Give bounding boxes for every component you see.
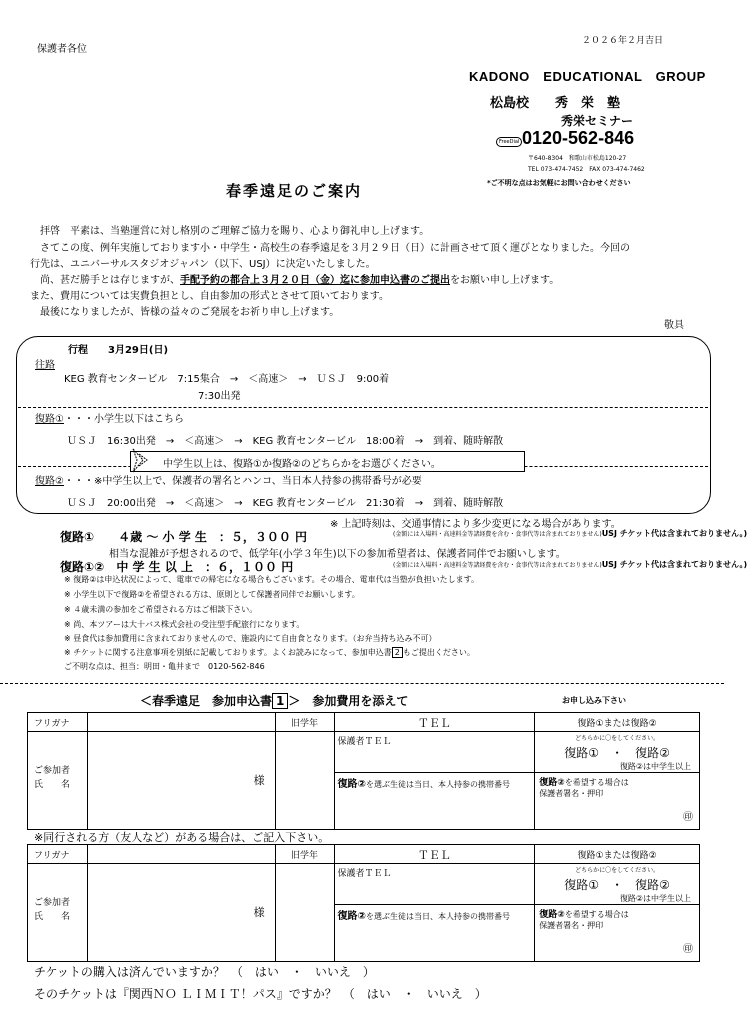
fee-2: 復路①② 中 学 生 以 上 ：６，１００ 円 bbox=[60, 560, 294, 574]
participant-label bbox=[28, 732, 88, 830]
outbound-line-1: KEG 教育センタービル 7:15集合 → ＜高速＞ → ＵＳＪ 9:00着 bbox=[64, 374, 390, 385]
grade-input-2[interactable] bbox=[275, 864, 334, 962]
phone-number: 0120-562-846 bbox=[522, 128, 635, 148]
fee-1-note bbox=[393, 528, 747, 539]
note-6-tail: もご提出ください。 bbox=[402, 648, 475, 657]
group-name: KADONO EDUCATIONAL GROUP bbox=[469, 69, 706, 84]
route-header-2: 復路①または復路② bbox=[535, 845, 700, 864]
furigana-label-2: フリガナ bbox=[28, 845, 88, 864]
form-title-post: ＞ 参加費用を添えて bbox=[288, 694, 409, 708]
tel-label-2: ＴＥＬ bbox=[334, 845, 535, 864]
grade-label: 旧学年 bbox=[275, 713, 334, 732]
return-2-desc: ・・・※中学生以上で、保護者の署名とハンコ、当日本人持参の携帯番号が必要 bbox=[63, 476, 422, 487]
sign-line-2: 保護者署名・押印 bbox=[539, 789, 604, 798]
seal-mark-2: ㊞ bbox=[683, 944, 693, 955]
route2-phone-rest: を選ぶ生徒は当日、本人持参の携帯番号 bbox=[365, 780, 510, 789]
guardian-tel-input-2[interactable] bbox=[334, 864, 535, 905]
note-4: ※ 尚、本ツアーは大十バス株式会社の受注型手配旅行になります。 bbox=[64, 620, 305, 629]
sign-line-2-b: 保護者署名・押印 bbox=[539, 921, 604, 930]
furigana-input[interactable] bbox=[87, 713, 275, 732]
return-2-label: 復路② bbox=[35, 476, 64, 487]
participant-label-2-2: 氏 名 bbox=[34, 912, 71, 922]
freedial-logo: FreeDial bbox=[496, 137, 522, 147]
callout-arrow-icon bbox=[133, 449, 151, 472]
callout-text: 中学生以上は、復路①か復路②のどちらかをお選びください。 bbox=[163, 459, 441, 470]
school-name-2: 秀栄セミナー bbox=[561, 114, 634, 128]
return-1-desc: ・・・小学生以下はこちら bbox=[63, 414, 184, 425]
time-note: ※ 上記時刻は、交通事情により多少変更になる場合があります。 bbox=[330, 519, 621, 530]
return-1-label: 復路① bbox=[35, 414, 64, 425]
route-choice-2[interactable]: 復路② bbox=[635, 746, 670, 760]
signature-input[interactable] bbox=[535, 773, 700, 830]
participant-label-2: 氏 名 bbox=[34, 780, 71, 790]
form-title bbox=[140, 692, 408, 709]
route2-phone-bold: 復路② bbox=[337, 779, 366, 790]
guardian-tel-input[interactable] bbox=[334, 732, 535, 773]
question-ticket-purchased[interactable]: チケットの購入は済んでいますか？ （ はい ・ いいえ ） bbox=[34, 965, 375, 979]
route-choice-1-b[interactable]: 復路① bbox=[564, 878, 600, 892]
route2-phone-input-2[interactable] bbox=[334, 905, 535, 962]
question-ticket-type[interactable]: そのチケットは『関西ＮＯ ＬＩＭＩＴ！パス』ですか？ （ はい ・ いいえ ） bbox=[34, 987, 487, 1001]
route-choice[interactable] bbox=[535, 732, 700, 773]
furigana-label: フリガナ bbox=[28, 713, 88, 732]
grade-label-2: 旧学年 bbox=[275, 845, 334, 864]
grade-input[interactable] bbox=[275, 732, 334, 830]
tel-label: ＴＥＬ bbox=[334, 713, 535, 732]
route2-phone-input[interactable] bbox=[334, 773, 535, 830]
return-2-heading bbox=[35, 472, 422, 487]
body-paragraph-4 bbox=[30, 271, 559, 286]
outbound-label: 往路 bbox=[35, 360, 55, 371]
form-title-number: 1 bbox=[272, 693, 288, 709]
outbound-line-2: 7:30出発 bbox=[198, 391, 241, 402]
name-input[interactable] bbox=[87, 732, 275, 830]
body-paragraph-1: 拝啓 平素は、当塾運営に対し格別のご理解ご協力を賜り、心より御礼申し上げます。 bbox=[30, 226, 430, 237]
circle-hint: どちらかに〇をしてください。 bbox=[575, 735, 660, 742]
name-input-2[interactable] bbox=[87, 864, 275, 962]
route2-note: 復路②は中学生以上 bbox=[619, 762, 691, 771]
guardian-tel-label-2: 保護者ＴＥＬ bbox=[337, 869, 392, 879]
sign-bold: 復路② bbox=[539, 778, 565, 788]
route2-phone-rest-2: を選ぶ生徒は当日、本人持参の携帯番号 bbox=[365, 912, 510, 921]
body-paragraph-3: 行先は、ユニバーサルスタジオジャパン（以下、USJ）に決定いたしました。 bbox=[30, 259, 376, 270]
body-paragraph-2: さてこの度、例年実施しております小・中学生・高校生の春季遠足を３月２９日（日）に計画させて頂く運びとなりました。今回の bbox=[30, 243, 630, 254]
fee-1-note-small: (金額には入場料・高速料金等諸経費を含む・食事代等は含まれておりません) bbox=[393, 531, 602, 538]
contact-note: *ご不明な点はお気軽にお問い合わせください bbox=[487, 179, 631, 187]
schedule-divider-1 bbox=[18, 407, 708, 408]
note-6-text: ※ チケットに関する注意事項を別紙に記載しております。よくお読みになって、参加申込書 bbox=[64, 648, 392, 657]
schedule-heading: 行程 3月29日(日) bbox=[68, 345, 169, 356]
route2-phone-bold-2: 復路② bbox=[337, 911, 366, 922]
note-3: ※ ４歳未満の参加をご希望される方はご相談下さい。 bbox=[64, 605, 258, 614]
cut-line bbox=[0, 683, 724, 684]
form-title-note: お申し込み下さい bbox=[562, 696, 626, 705]
fee-1-sub: 相当な混雑が予想されるので、低学年(小学３年生)以下の参加希望者は、保護者同伴でお願いします。 bbox=[109, 549, 566, 560]
closing-keigu: 敬具 bbox=[664, 320, 684, 331]
schedule-box bbox=[16, 336, 711, 514]
note-6-box: 2 bbox=[392, 647, 403, 658]
route-dot: ・ bbox=[611, 746, 624, 760]
address: 〒640-8304 和歌山市松島120-27 bbox=[528, 155, 627, 162]
companion-note: ※同行される方（友人など）がある場合は、ご記入下さい。 bbox=[34, 831, 330, 844]
participant-label-2-1: ご参加者 bbox=[34, 898, 71, 908]
sama-label: 様 bbox=[253, 774, 265, 787]
page-title: 春季遠足のご案内 bbox=[226, 182, 363, 200]
return-1-heading bbox=[35, 410, 184, 425]
route2-note-2: 復路②は中学生以上 bbox=[619, 894, 691, 903]
signature-input-2[interactable] bbox=[535, 905, 700, 962]
sign-bold-2: 復路② bbox=[539, 910, 565, 920]
body-paragraph-4-c: をお願い申し上げます。 bbox=[450, 275, 560, 286]
fee-1-note-bold: USJ チケット代は含まれておりません。) bbox=[601, 529, 747, 538]
application-form-1 bbox=[27, 712, 700, 830]
participant-label-1: ご参加者 bbox=[34, 766, 71, 776]
furigana-input-2[interactable] bbox=[87, 845, 275, 864]
school-name: 松島校 秀 栄 塾 bbox=[490, 96, 621, 111]
application-form-2 bbox=[27, 844, 700, 962]
note-5: ※ 昼食代は参加費用に含まれておりませんので、施設内にて自由食となります。（お弁当持ち込み不可） bbox=[64, 634, 437, 643]
note-2: ※ 小学生以下で復路②を希望される方は、原則として保護者同伴でお願いします。 bbox=[64, 590, 360, 599]
fee-2-note-small: (金額には入場料・高速料金等諸経費を含む・食事代等は含まれておりません) bbox=[393, 562, 602, 569]
deadline-highlight: 手配予約の都合上３月２０日（金）迄に参加申込書のご提出 bbox=[180, 275, 450, 286]
addressee: 保護者各位 bbox=[37, 44, 87, 55]
route-choice-1[interactable]: 復路① bbox=[564, 746, 600, 760]
seal-mark: ㊞ bbox=[683, 812, 693, 823]
sama-label-2: 様 bbox=[253, 906, 265, 919]
circle-hint-2: どちらかに〇をしてください。 bbox=[575, 867, 660, 874]
note-contact: ご不明な点は、担当：明田・亀井まで 0120-562-846 bbox=[64, 662, 265, 671]
note-6 bbox=[64, 647, 475, 658]
participant-label-2 bbox=[28, 864, 88, 962]
issue-date: ２０２６年２月吉日 bbox=[582, 36, 664, 46]
fee-2-note bbox=[393, 559, 747, 570]
route-choice-2-b[interactable]: 復路② bbox=[635, 878, 670, 892]
route-dot-2: ・ bbox=[611, 878, 624, 892]
sign-rest-2: を希望する場合は bbox=[564, 910, 629, 919]
sign-rest: を希望する場合は bbox=[564, 778, 629, 787]
fee-2-note-bold: USJ チケット代は含まれておりません。) bbox=[601, 560, 747, 569]
return-1-line: ＵＳＪ 16:30出発 → ＜高速＞ → KEG 教育センタービル 18:00着 → 到着、随時解散 bbox=[67, 436, 504, 447]
route-header: 復路①または復路② bbox=[535, 713, 700, 732]
note-1: ※ 復路②は申込状況によって、電車での帰宅になる場合もございます。その場合、電車代は当塾が負担いたします。 bbox=[64, 575, 479, 584]
fee-1: 復路① ４歳 ～ 小 学 生 ：５，３００ 円 bbox=[60, 530, 308, 544]
body-paragraph-5: また、費用については実費負担とし、自由参加の形式とさせて頂いております。 bbox=[30, 291, 389, 302]
guardian-tel-label: 保護者ＴＥＬ bbox=[337, 737, 392, 747]
body-paragraph-4-a: 尚、甚だ勝手とは存じますが、 bbox=[30, 275, 180, 286]
route-choice-2-cell[interactable] bbox=[535, 864, 700, 905]
form-title-pre: ＜春季遠足 参加申込書 bbox=[140, 694, 273, 708]
tel-fax: TEL 073-474-7452 FAX 073-474-7462 bbox=[528, 166, 645, 173]
return-2-line: ＵＳＪ 20:00出発 → ＜高速＞ → KEG 教育センタービル 21:30着 → 到着、随時解散 bbox=[67, 498, 504, 509]
body-paragraph-6: 最後になりましたが、皆様の益々のご発展をお祈り申し上げます。 bbox=[30, 307, 340, 318]
